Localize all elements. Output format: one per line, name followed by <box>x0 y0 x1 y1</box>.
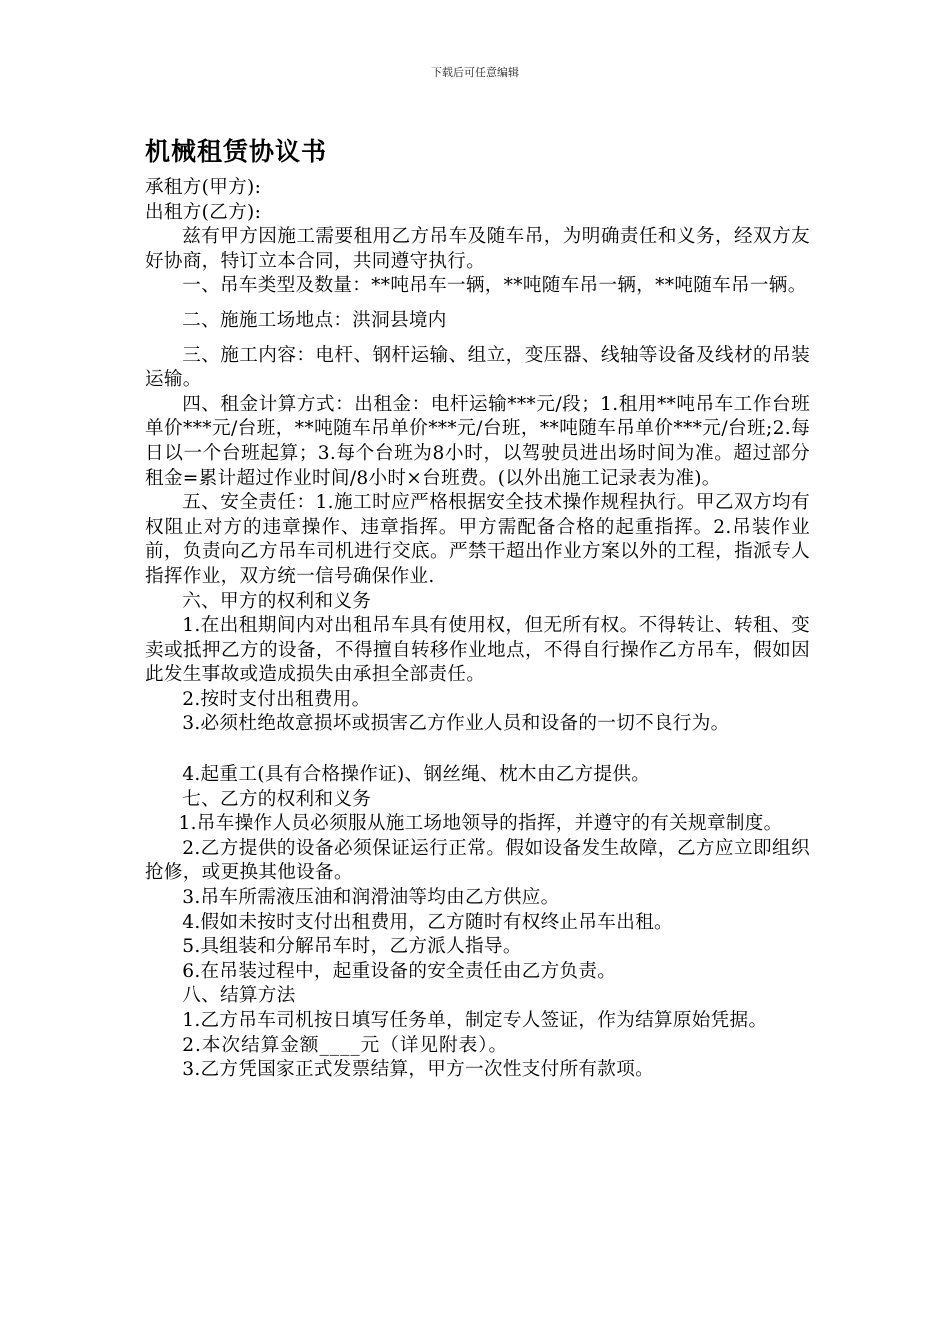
section-6-item-1: 1.在出租期间内对出租吊车具有使用权，但无所有权。不得转让、转租、变卖或抵押乙方的设备，不得擅自转移作业地点，不得自行操作乙方吊车，假如因此发生事故或造成损失由承担全部责任。 <box>145 615 810 686</box>
document-title: 机械租赁协议书 <box>145 137 328 166</box>
section-7-heading: 七、乙方的权利和义务 <box>182 788 372 810</box>
section-6-item-3: 3.必须杜绝故意损坏或损害乙方作业人员和设备的一切不良行为。 <box>182 713 730 735</box>
section-2-site-location: 二、施施工场地点：洪洞县境内 <box>182 309 447 331</box>
section-6-heading: 六、甲方的权利和义务 <box>182 590 372 612</box>
section-6-item-4: 4.起重工(具有合格操作证)、钢丝绳、枕木由乙方提供。 <box>182 764 651 786</box>
party-b-line: 出租方(乙方): <box>145 201 262 223</box>
section-8-item-2: 2.本次结算金额____元（详见附表）。 <box>182 1034 509 1056</box>
party-a-line: 承租方(甲方): <box>145 177 262 198</box>
section-7-item-5: 5.具组装和分解吊车时，乙方派人指导。 <box>182 936 522 958</box>
section-8-item-3: 3.乙方凭国家正式发票结算，甲方一次性支付所有款项。 <box>182 1059 654 1081</box>
section-8-item-1: 1.乙方吊车司机按日填写任务单，制定专人签证，作为结算原始凭据。 <box>182 1010 768 1031</box>
section-8-heading: 八、结算方法 <box>182 985 296 1007</box>
section-1-crane-types: 一、吊车类型及数量：**吨吊车一辆，**吨随车吊一辆，**吨随车吊一辆。 <box>182 275 807 297</box>
intro-paragraph: 兹有甲方因施工需要租用乙方吊车及随车吊，为明确责任和义务，经双方友好协商，特订立本合同，共同遵守执行。 <box>145 226 810 272</box>
section-7-item-2: 2.乙方提供的设备必须保证运行正常。假如设备发生故障，乙方应立即组织抢修，或更换其他设备。 <box>145 837 810 884</box>
section-3-work-content: 三、施工内容：电杆、钢杆运输、组立，变压器、线轴等设备及线材的吊装运输。 <box>145 344 810 391</box>
section-7-item-3: 3.吊车所需液压油和润滑油等均由乙方供应。 <box>182 887 560 909</box>
section-6-item-2: 2.按时支付出租费用。 <box>182 688 371 710</box>
header-note: 下载后可任意编辑 <box>431 66 519 79</box>
section-7-item-6: 6.在吊装过程中，起重设备的安全责任由乙方负责。 <box>182 960 617 982</box>
section-4-rent-calculation: 四、租金计算方式：出租金：电杆运输***元/段；1.租用**吨吊车工作台班单价***元/台班，**吨随车吊单价***元/台班，**吨随车吊单价***元/台班;2.每日以一个台班起算；3.每个台班为8小时，以驾驶员进出场时间为准。超过部分租金=累计超过作业时间/8小时×台班费。(以外出施工记录表为准)。 <box>145 393 810 489</box>
document-body <box>145 128 810 1083</box>
section-7-item-1: 1.吊车操作人员必须服从施工场地领导的指挥，并遵守的有关规章制度。 <box>178 813 783 835</box>
section-7-item-4: 4.假如未按时支付出租费用，乙方随时有权终止吊车出租。 <box>182 911 673 933</box>
section-5-safety: 五、安全责任：1.施工时应严格根据安全技术操作规程执行。甲乙双方均有权阻止对方的违章操作、违章指挥。甲方需配备合格的起重指挥。2.吊装作业前，负责向乙方吊车司机进行交底。严禁干超出作业方案以外的工程，指派专人指挥作业，双方统一信号确保作业. <box>145 492 810 587</box>
